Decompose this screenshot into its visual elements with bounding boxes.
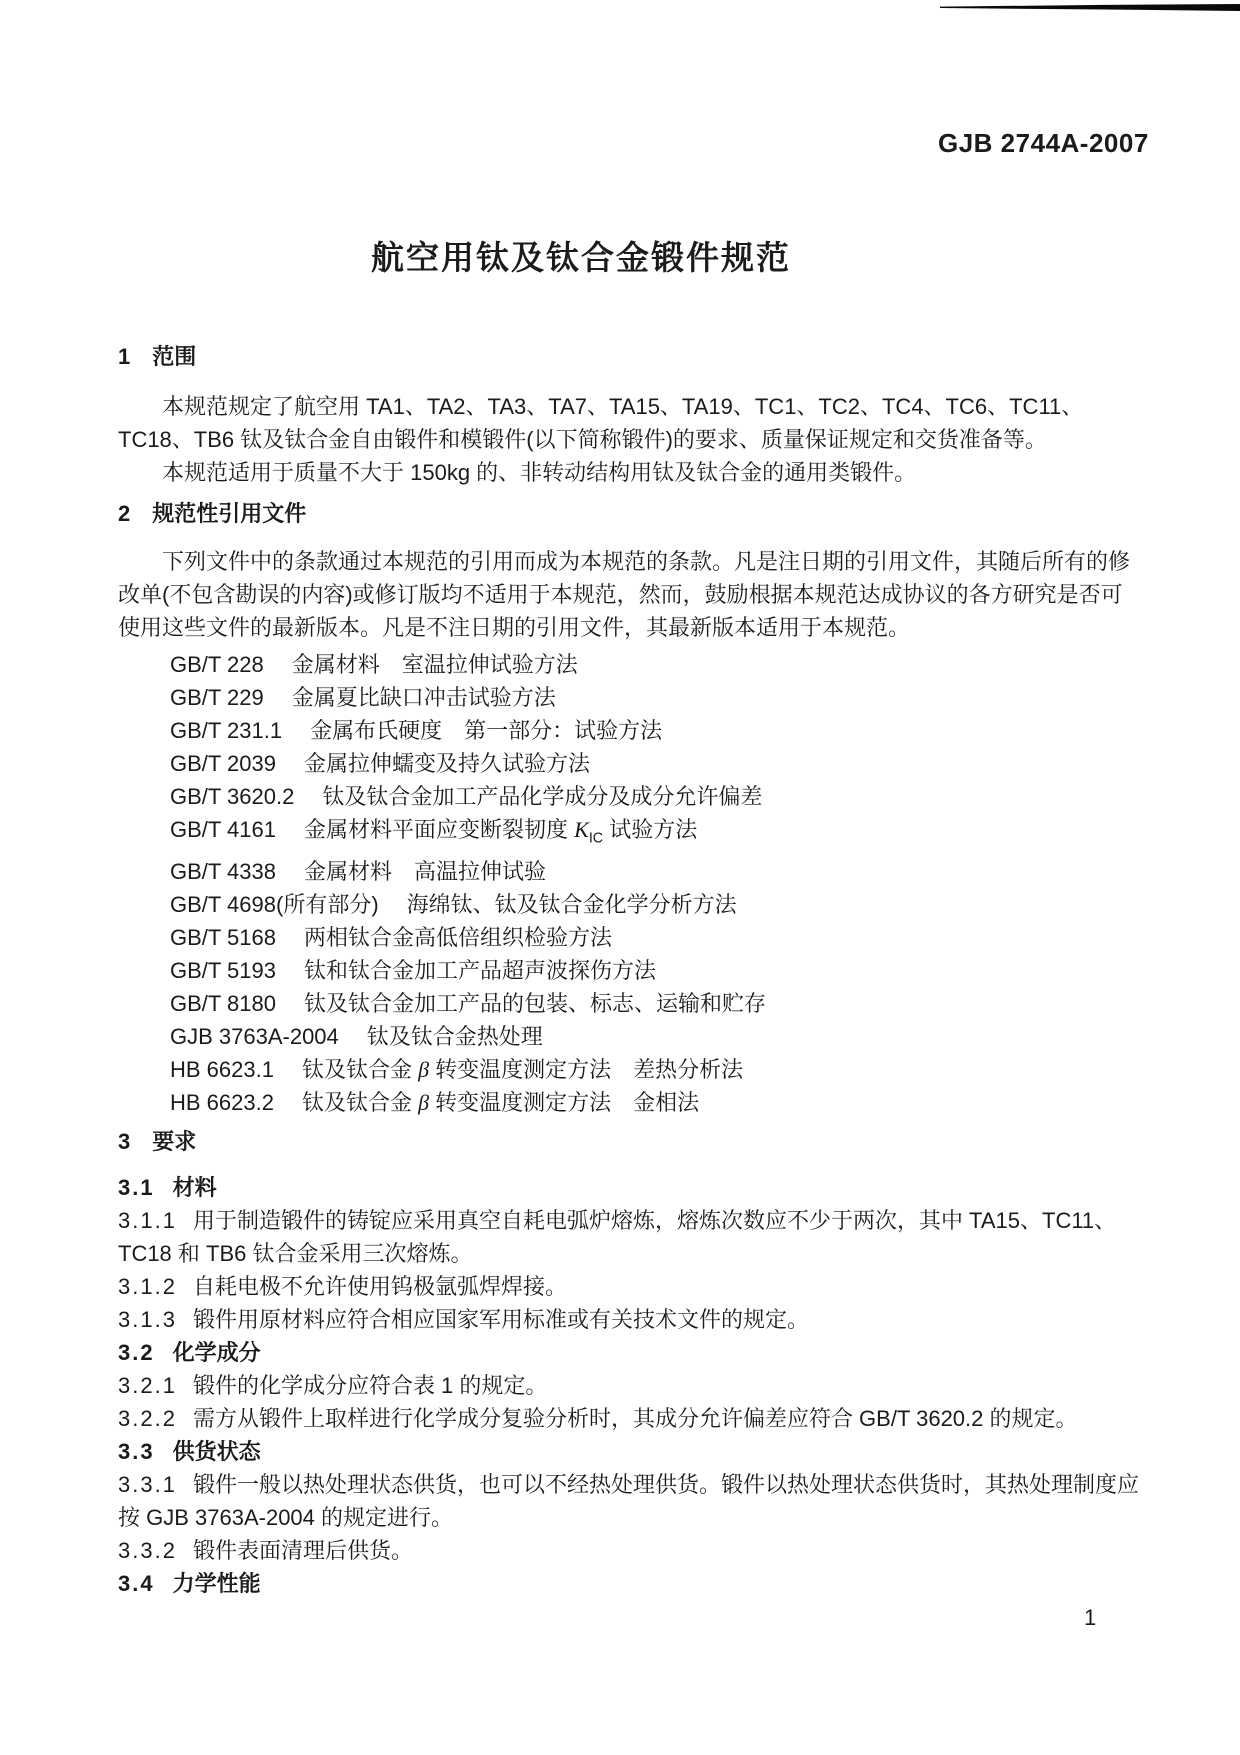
reference-item [170, 714, 1142, 747]
clause-text: 需方从锻件上取样进行化学成分复验分析时，其成分允许偏差应符合 GB/T 3620.2 的规定。 [192, 1406, 1078, 1432]
clause-paragraph [118, 1402, 1142, 1435]
subsection-heading [118, 1567, 1142, 1600]
clause-text: 锻件一般以热处理状态供货，也可以不经热处理供货。锻件以热处理状态供货时，其热处理制度应按 GJB 3763A-2004 的规定进行。 [118, 1472, 1139, 1531]
section-3-title: 要求 [152, 1129, 197, 1155]
section-2-paragraph-1: 下列文件中的条款通过本规范的引用而成为本规范的条款。凡是注日期的引用文件，其随后所有的修改单(不包含勘误的内容)或修订版均不适用于本规范，然而，鼓励根据本规范达成协议的各方研究是否可使用这些文件的最新版本。凡是不注日期的引用文件，其最新版本适用于本规范。 [118, 549, 1131, 640]
reference-item [170, 1053, 1142, 1086]
requirements-clauses [118, 1171, 1142, 1600]
reference-code: GJB 3763A-2004 [170, 1024, 339, 1050]
subsection-heading [118, 1435, 1142, 1468]
subsection-title: 力学性能 [172, 1571, 261, 1597]
clause-paragraph [118, 1204, 1142, 1270]
references-list [118, 648, 1142, 1119]
page-number: 1 [1084, 1605, 1097, 1630]
reference-code: HB 6623.1 [170, 1057, 274, 1083]
clause-number: 3.1 [118, 1175, 155, 1201]
clause-number: 3.3.2 [118, 1538, 177, 1564]
section-2-heading [118, 497, 1142, 530]
clause-paragraph [118, 1303, 1142, 1336]
subsection-title: 材料 [172, 1175, 217, 1201]
reference-item [170, 855, 1142, 888]
clause-number: 3.4 [118, 1571, 155, 1597]
clause-paragraph [118, 1270, 1142, 1303]
scan-artifact-line [940, 4, 1240, 11]
reference-title: 钛和钛合金加工产品超声波探伤方法 [304, 958, 657, 984]
reference-code: GB/T 4338 [170, 859, 276, 885]
section-1-heading [118, 340, 1142, 373]
reference-code: GB/T 8180 [170, 991, 276, 1017]
reference-item [170, 780, 1142, 813]
reference-title: 金属材料 高温拉伸试验 [304, 859, 547, 885]
clause-number: 3.2.1 [118, 1373, 177, 1399]
reference-item [170, 648, 1142, 681]
reference-title: 钛及钛合金加工产品的包装、标志、运输和贮存 [304, 991, 767, 1017]
doc-title: 航空用钛及钛合金锻件规范 [371, 239, 791, 276]
subsection-title: 供货状态 [172, 1439, 261, 1465]
clause-text: 用于制造锻件的铸锭应采用真空自耗电弧炉熔炼，熔炼次数应不少于两次，其中 TA15、TC11、TC18 和 TB6 钛合金采用三次熔炼。 [118, 1208, 1117, 1267]
subsection-heading [118, 1336, 1142, 1369]
reference-title: 金属材料平面应变断裂韧度 $K_{IC}$ 试验方法 [304, 817, 698, 847]
reference-title: 钛及钛合金热处理 [366, 1024, 543, 1050]
reference-title: 钛及钛合金加工产品化学成分及成分允许偏差 [322, 784, 763, 809]
section-3-number: 3 [118, 1129, 131, 1155]
clause-paragraph [118, 1534, 1142, 1567]
clause-number: 3.1.1 [118, 1208, 177, 1234]
reference-title: 钛及钛合金 β 转变温度测定方法 金相法 [301, 1090, 700, 1116]
reference-item [170, 813, 1142, 855]
clause-paragraph [118, 1369, 1142, 1402]
reference-code: GB/T 3620.2 [170, 784, 295, 809]
reference-code: HB 6623.2 [170, 1090, 274, 1116]
reference-code: GB/T 229 [170, 685, 264, 710]
section-3-heading [118, 1125, 1142, 1158]
reference-code: GB/T 5168 [170, 925, 276, 951]
reference-code: GB/T 5193 [170, 958, 276, 984]
section-2-number: 2 [118, 501, 131, 526]
reference-title: 金属材料 室温拉伸试验方法 [291, 652, 578, 677]
reference-code: GB/T 4698(所有部分) [170, 892, 379, 918]
clause-text: 锻件的化学成分应符合表 1 的规定。 [192, 1373, 548, 1399]
section-1-paragraph-1: 本规范规定了航空用 TA1、TA2、TA3、TA7、TA15、TA19、TC1、TC2、TC4、TC6、TC11、TC18、TB6 钛及钛合金自由锻件和模锻件(以下简称锻件)的要求、质量保证规定和交货准备等。 [118, 394, 1084, 452]
reference-item [170, 987, 1142, 1020]
clause-number: 3.3.1 [118, 1472, 177, 1498]
reference-title: 金属布氏硬度 第一部分：试验方法 [310, 718, 663, 743]
clause-number: 3.1.2 [118, 1274, 177, 1300]
reference-item [170, 954, 1142, 987]
reference-item [170, 1086, 1142, 1119]
document-content [118, 340, 1142, 1600]
clause-number: 3.2 [118, 1340, 155, 1366]
reference-item [170, 681, 1142, 714]
reference-item [170, 888, 1142, 921]
clause-text: 自耗电极不允许使用钨极氩弧焊焊接。 [192, 1274, 567, 1300]
section-1-number: 1 [118, 344, 131, 369]
clause-text: 锻件表面清理后供货。 [192, 1538, 413, 1564]
section-1-paragraph-2: 本规范适用于质量不大于 150kg 的、非转动结构用钛及钛合金的通用类锻件。 [162, 460, 917, 485]
reference-item [170, 1020, 1142, 1053]
clause-number: 3.2.2 [118, 1406, 177, 1432]
reference-item [170, 747, 1142, 780]
reference-title: 钛及钛合金 β 转变温度测定方法 差热分析法 [301, 1057, 744, 1083]
reference-title: 两相钛合金高低倍组织检验方法 [304, 925, 613, 951]
section-2-title: 规范性引用文件 [152, 501, 307, 526]
reference-code: GB/T 4161 [170, 817, 276, 842]
reference-item [170, 921, 1142, 954]
reference-title: 海绵钛、钛及钛合金化学分析方法 [406, 892, 737, 918]
clause-text: 锻件用原材料应符合相应国家军用标准或有关技术文件的规定。 [192, 1307, 809, 1333]
clause-number: 3.3 [118, 1439, 155, 1465]
reference-code: GB/T 228 [170, 652, 264, 677]
reference-code: GB/T 2039 [170, 751, 276, 776]
reference-code: GB/T 231.1 [170, 718, 283, 743]
clause-paragraph [118, 1468, 1142, 1534]
doc-number: GJB 2744A-2007 [938, 128, 1149, 158]
reference-title: 金属夏比缺口冲击试验方法 [291, 685, 556, 710]
subsection-heading [118, 1171, 1142, 1204]
section-1-title: 范围 [152, 344, 197, 369]
clause-number: 3.1.3 [118, 1307, 177, 1333]
reference-title: 金属拉伸蠕变及持久试验方法 [304, 751, 591, 776]
subsection-title: 化学成分 [172, 1340, 261, 1366]
